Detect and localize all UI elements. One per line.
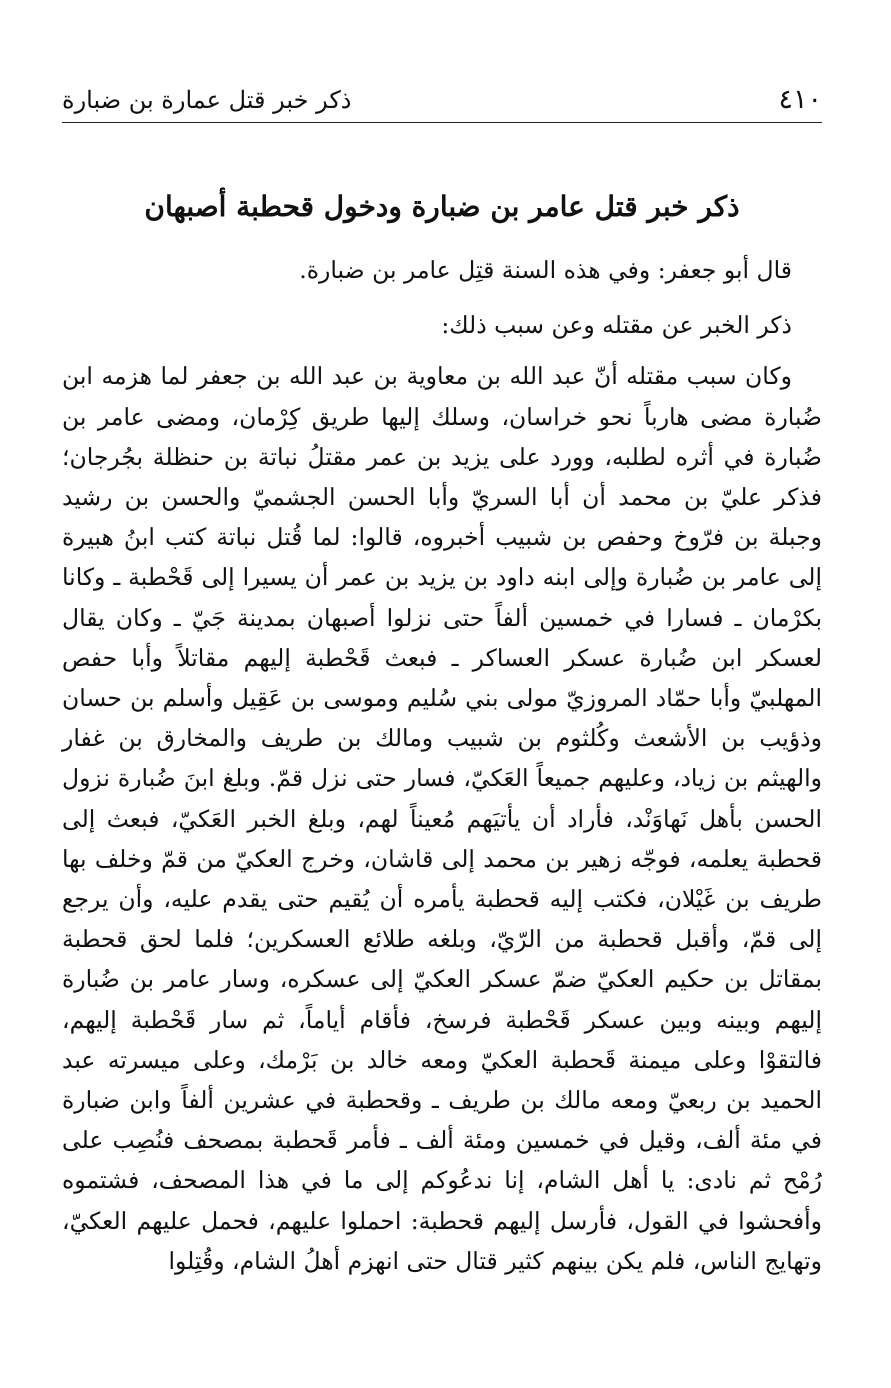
book-page	[62, 0, 822, 1388]
running-title: ذكر خبر قتل عمارة بن ضبارة	[62, 86, 352, 114]
page-number: ٤١٠	[778, 84, 822, 115]
body-text	[62, 250, 822, 1281]
paragraph-intro: قال أبو جعفر: وفي هذه السنة قتِل عامر بن ضبارة.	[299, 256, 792, 284]
running-header	[62, 82, 822, 123]
chapter-title: ذكر خبر قتل عامر بن ضبارة ودخول قحطبة أصبهان	[144, 190, 740, 223]
paragraph-subheading: ذكر الخبر عن مقتله وعن سبب ذلك:	[441, 311, 792, 340]
paragraph-narrative: وكان سبب مقتله أنّ عبد الله بن معاوية بن عبد الله بن جعفر لما هزمه ابن ضُبارة مضى هارباً نحو خراسان، وسلك إليها طريق كِرْمان، ومضى عامر بن ضُبارة في أثره لطلبه، وورد على يزيد بن عمر مقتلُ نباتة بن حنظلة بجُرجان؛ فذكر عليّ بن محمد أن أبا السريّ وأبا الحسن الجشميّ والحسن بن رشيد وجبلة بن فرّوخ وحفص بن شبيب أخبروه، قالوا: لما قُتل نباتة كتب ابنُ هبيرة إلى عامر بن ضُبارة وإلى ابنه داود بن يزيد بن عمر أن يسيرا إلى قَحْطبة ـ وكانا بكرْمان ـ فسارا في خمسين ألفاً حتى نزلوا أصبهان بمدينة جَيّ ـ وكان يقال لعسكر ابن ضُبارة عسكر العساكر ـ فبعث قَحْطبة إليهم مقاتلاً وأبا حفص المهلبيّ وأبا حمّاد المروزيّ مولى بني سُليم وموسى بن عَقِيل وأسلم بن حسان وذؤيب بن الأشعث وكُلثوم بن شبيب ومالك بن طريف والمخارق بن غفار والهيثم بن زياد، وعليهم جميعاً العَكيّ، فسار حتى نزل قمّ. وبلغ ابنَ ضُبارة نزول الحسن بأهل نَهاوَنْد، فأراد أن يأتيَهم مُعيناً لهم، وبلغ الخبر العَكيّ، فبعث إلى قحطبة يعلمه، فوجّه زهير بن محمد إلى قاشان، وخرج العكيّ من قمّ وخلف بها طريف بن غَيْلان، فكتب إليه قحطبة يأمره أن يُقيم حتى يقدم عليه، وأن يرجع إلى قمّ، وأقبل قحطبة من الرّيّ، وبلغه طلائع العسكرين؛ فلما لحق قحطبة بمقاتل بن حكيم العكيّ ضمّ عسكر العكيّ إلى عسكره، وسار عامر بن ضُبارة إليهم وبينه وبين عسكر قَحْطبة فرسخ، فأقام أياماً، ثم سار قَحْطبة إليهم، فالتقوْا وعلى ميمنة قَحطبة العكيّ ومعه خالد بن بَرْمك، وعلى ميسرته عبد الحميد بن ربعيّ ومعه مالك بن طريف ـ وقحطبة في عشرين ألفاً وابن ضبارة في مئة ألف، وقيل في خمسين ومئة ألف ـ فأمر قَحطبة بمصحف فنُصِب على رُمْح ثم نادى: يا أهل الشام، إنا ندعُوكم إلى ما في هذا المصحف، فشتموه وأفحشوا في القول، فأرسل إليهم قحطبة: احملوا عليهم، فحمل عليهم العكيّ، وتهايج الناس، فلم يكن بينهم كثير قتال حتى انهزم أهلُ الشام، وقُتِلوا	[62, 362, 822, 1275]
